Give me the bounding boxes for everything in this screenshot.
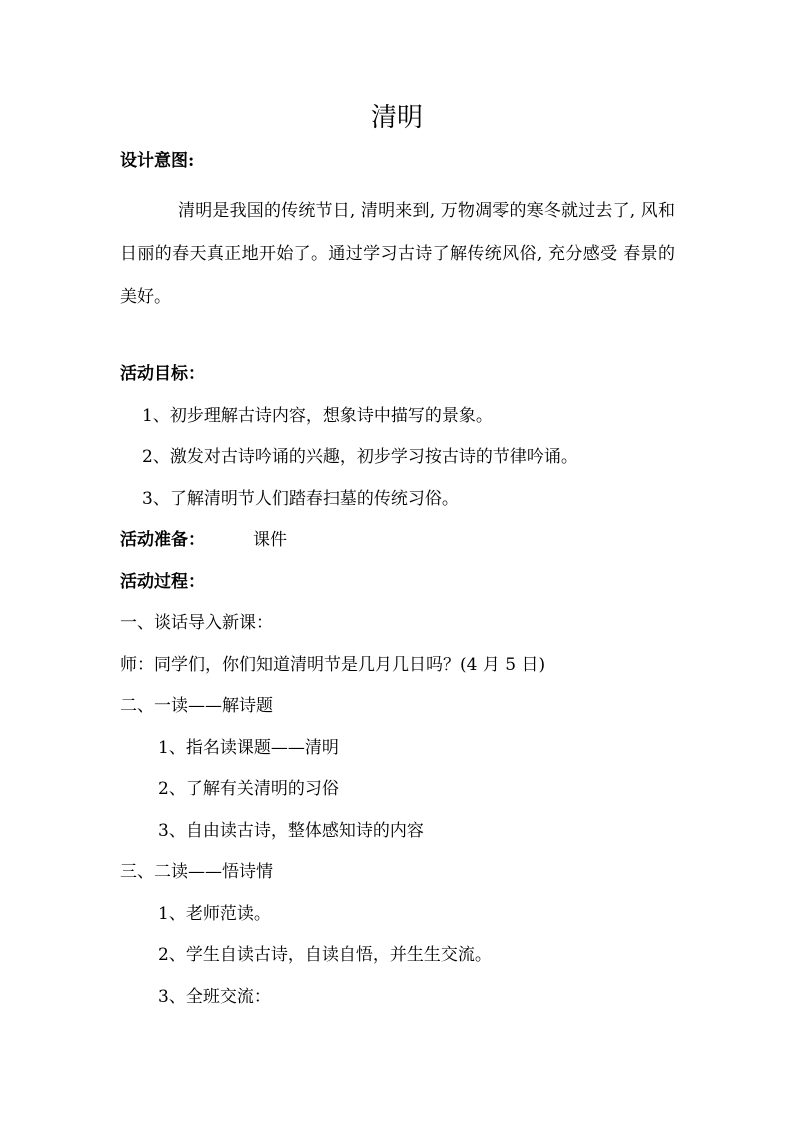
section-title: 三、二读——悟诗情 [120, 862, 273, 882]
preparation-row [120, 527, 287, 553]
goal-item: 2、激发对古诗吟诵的兴趣，初步学习按古诗的节律吟诵。 [142, 447, 578, 467]
list-item: 1、指名读课题——清明 [158, 738, 339, 758]
process-heading: 活动过程： [120, 572, 205, 592]
list-item: 3、自由读古诗，整体感知诗的内容 [158, 821, 424, 841]
list-item: 2、了解有关清明的习俗 [158, 779, 339, 799]
preparation-heading: 活动准备： [120, 530, 205, 550]
page-title: 清明 [370, 103, 423, 133]
goal-item: 1、初步理解古诗内容，想象诗中描写的景象。 [142, 406, 493, 426]
design-intent-paragraph: 清明是我国的传统节日, 清明来到, 万物凋零的寒冬就过去了, 风和日丽的春天真正地开始了。通过学习古诗了解传统风俗, 充分感受 春景的美好。 [120, 201, 675, 307]
design-intent-heading: 设计意图: [120, 151, 195, 171]
preparation-value: 课件 [253, 530, 287, 550]
section-title: 一、谈话导入新课： [120, 613, 273, 633]
list-item: 2、学生自读古诗，自读自悟，并生生交流。 [158, 945, 492, 965]
goals-heading: 活动目标： [120, 364, 205, 384]
list-item: 1、老师范读。 [158, 904, 271, 924]
list-item: 3、全班交流： [158, 987, 271, 1007]
section-title: 二、一读——解诗题 [120, 696, 273, 716]
goal-item: 3、了解清明节人们踏春扫墓的传统习俗。 [142, 489, 459, 509]
dialog-line: 师：同学们，你们知道清明节是几月几日吗？(4 月 5 日) [120, 655, 546, 675]
